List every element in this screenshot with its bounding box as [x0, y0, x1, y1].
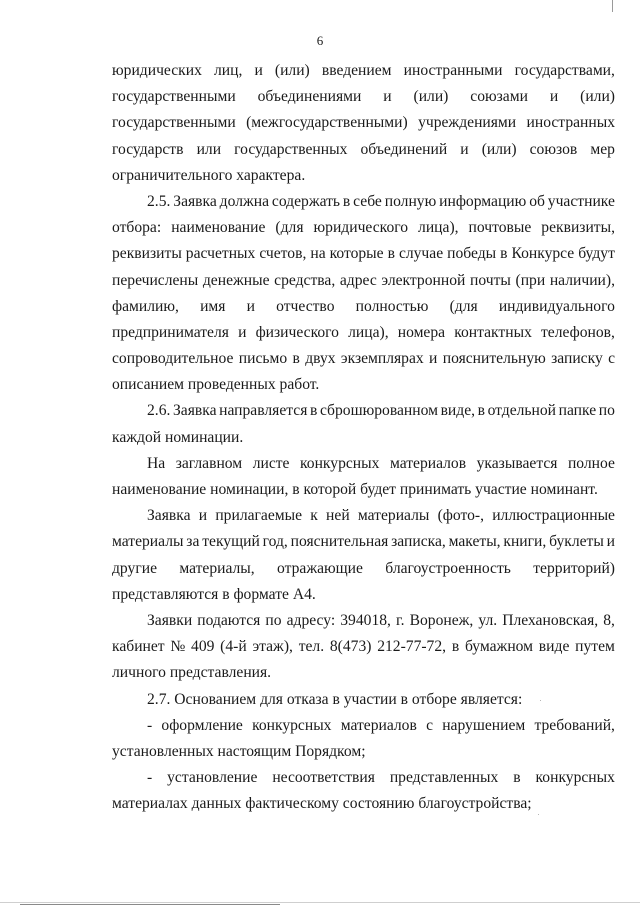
text-word: 2.5. [147, 192, 171, 210]
text-word: наименование [171, 219, 266, 237]
text-word: Плехановская, [502, 611, 599, 629]
text-word: материалов [389, 454, 467, 472]
text-word: текущий [202, 533, 260, 551]
text-word: сопроводительное [112, 350, 234, 368]
text-word: и [383, 88, 392, 106]
text-line: личного представления. [112, 664, 272, 682]
scan-edge-mark [612, 0, 613, 12]
text-word: оформление [161, 716, 243, 734]
text-line [112, 84, 615, 110]
text-word: в [477, 402, 485, 420]
text-word: папке [558, 402, 597, 420]
text-word: тел. [298, 638, 325, 656]
text-word: конкурсных [300, 454, 380, 472]
text-word: материалы [112, 533, 184, 551]
text-word: и [549, 88, 559, 106]
text-line [112, 713, 615, 739]
text-word: г. [395, 611, 405, 629]
text-word: предпринимателя [112, 323, 229, 341]
text-word: государственными [112, 88, 236, 106]
text-word: денежные [202, 271, 270, 289]
text-word: Заявка [172, 402, 217, 420]
text-line [112, 268, 615, 294]
text-word: информацию [439, 192, 527, 210]
text-word: должна [219, 192, 270, 210]
text-word: юридических [112, 62, 202, 79]
text-word: 2.6. [147, 402, 171, 420]
text-word: пояснительная [290, 533, 389, 551]
text-line [112, 608, 615, 634]
text-word: материалы, [179, 559, 255, 577]
text-word: будут [578, 245, 615, 263]
text-word: № [170, 638, 186, 656]
text-word: подаются [197, 611, 261, 629]
text-word: реквизиты, [541, 219, 615, 237]
text-word: телефонов, [540, 323, 615, 341]
text-word: записка, [391, 533, 446, 551]
text-word: союзами [470, 88, 528, 106]
text-line [112, 634, 615, 660]
text-line [112, 241, 615, 267]
document-body-text [112, 58, 615, 817]
text-word: к [310, 507, 318, 525]
text-word: письмо [238, 350, 288, 368]
text-word: 394018, [340, 611, 391, 629]
text-word: (для [449, 297, 478, 315]
scan-speck [538, 814, 539, 815]
text-word: другие [112, 559, 157, 577]
text-word: государственными [112, 114, 236, 132]
text-word: макеты, [448, 533, 501, 551]
text-word: (при [515, 271, 546, 289]
text-line [112, 294, 615, 320]
text-word: себе [353, 192, 382, 210]
text-word: отчество [276, 297, 335, 315]
text-word: и [238, 323, 247, 341]
text-word: записку [551, 350, 603, 368]
text-word: указывается [476, 454, 558, 472]
text-word: с [608, 350, 615, 368]
text-word: полностью [355, 297, 429, 315]
text-word: объединений [360, 140, 448, 158]
text-word: 409 [191, 638, 215, 656]
text-line [112, 556, 615, 582]
text-word: нарушением [442, 716, 526, 734]
text-word: или [196, 140, 222, 158]
text-word: электронной [381, 271, 466, 289]
text-word: (или) [580, 88, 615, 106]
text-line: установленных настоящим Порядком; [112, 742, 366, 760]
text-word: отражающие [277, 559, 363, 577]
text-line [112, 58, 615, 84]
text-word: 8, [603, 611, 615, 629]
text-word: юридического [313, 219, 409, 237]
text-word: иностранных [526, 114, 615, 132]
text-word: буклеты [549, 533, 604, 551]
text-line [112, 189, 615, 215]
text-word: Конкурсе [511, 245, 575, 263]
text-word: почтовые [468, 219, 532, 237]
text-word: номера [397, 323, 446, 341]
text-word: конкурсных [252, 716, 332, 734]
text-line [112, 215, 615, 241]
text-word: прилагаемые [215, 507, 303, 525]
text-word: средства, [274, 271, 336, 289]
text-word: (фото-, [437, 507, 484, 525]
text-word: лица), [348, 323, 389, 341]
text-word: перечислены [112, 271, 199, 289]
text-word: бумажном [464, 638, 534, 656]
text-word: заглавном [175, 454, 243, 472]
text-line: наименование номинации, в которой будет принимать участие номинант. [112, 481, 598, 498]
text-word: Заявки [147, 611, 193, 629]
text-word: контактных [454, 323, 532, 341]
text-word: двух [305, 350, 336, 368]
text-word: (или) [274, 62, 310, 79]
text-word: конкурсных [535, 769, 615, 787]
text-word: кабинет [112, 638, 165, 656]
text-line [112, 320, 615, 346]
text-word: адрес [339, 271, 377, 289]
text-word: по [598, 402, 615, 420]
text-word: материалы [357, 507, 430, 525]
text-word: этаж), [252, 638, 293, 656]
text-word: (межгосударственными) [246, 114, 408, 132]
text-word: представленных [389, 769, 499, 787]
text-word: требований, [534, 716, 615, 734]
text-word: благоустроенность [385, 559, 511, 577]
text-word: сброшюрованном [319, 402, 438, 420]
text-word: государственных [234, 140, 348, 158]
text-line: ограничительного характера. [112, 166, 306, 184]
text-word: об [529, 192, 545, 210]
text-word: имя [200, 297, 226, 315]
text-word: ул. [478, 611, 498, 629]
text-word: материалов [340, 716, 417, 734]
text-word: счетов, [259, 245, 307, 263]
text-word: мер [590, 140, 615, 158]
text-word: содержать [271, 192, 341, 210]
text-word: расчетных [185, 245, 256, 263]
text-word: пояснительную [442, 350, 546, 368]
text-word: в [500, 245, 508, 263]
text-word: и [460, 140, 469, 158]
text-word: Заявка [173, 192, 217, 210]
text-line: каждой номинации. [112, 428, 244, 446]
text-word: иностранными [403, 62, 503, 79]
text-word: Воронеж, [409, 611, 474, 629]
text-word: в [342, 192, 351, 210]
text-word: победы [447, 245, 497, 263]
text-word: книги, [503, 533, 547, 551]
text-word: экземплярах [340, 350, 424, 368]
text-word: по [265, 611, 282, 629]
text-word: в [309, 402, 318, 420]
text-word: (или) [413, 88, 449, 106]
text-word: в [387, 245, 395, 263]
text-word: государствами, [514, 62, 615, 79]
text-word: На [147, 454, 166, 472]
text-word: объединениями [257, 88, 362, 106]
text-word: с [426, 716, 433, 734]
text-word: виде, [440, 402, 476, 420]
text-word: 212-77-72, [377, 638, 447, 656]
text-word: в [292, 350, 300, 368]
text-word: в [513, 769, 521, 787]
text-word: иллюстрационные [492, 507, 615, 525]
text-word: путем [575, 638, 615, 656]
text-word: физического [255, 323, 339, 341]
text-word: отдельной [487, 402, 557, 420]
page-number: 6 [316, 33, 324, 48]
text-word: и [198, 507, 208, 525]
text-line [112, 451, 615, 477]
text-word: государств [112, 140, 184, 158]
text-line: представляются в формате А4. [112, 585, 316, 603]
text-word: виде [538, 638, 570, 656]
text-word: фамилию, [112, 297, 179, 315]
text-word: - [147, 716, 153, 734]
text-word: почты [469, 271, 511, 289]
text-word: отбора: [112, 219, 162, 237]
text-word: ней [326, 507, 350, 525]
text-word: (4-й [220, 638, 247, 656]
text-word: учреждениями [418, 114, 517, 132]
text-word: индивидуального [498, 297, 615, 315]
text-word: лица), [418, 219, 459, 237]
text-line [112, 398, 615, 424]
text-word: лиц, [213, 62, 243, 79]
text-word: на [310, 245, 326, 263]
text-line: материалах данных фактическому состоянию благоустройства; [112, 795, 532, 813]
text-line [112, 529, 615, 555]
text-word: участнике [547, 192, 615, 210]
text-line: описанием проведенных работ. [112, 376, 320, 394]
text-word: которые [329, 245, 384, 263]
text-word: 8(473) [329, 638, 372, 656]
text-word: (или) [481, 140, 517, 158]
text-word: адресу: [286, 611, 336, 629]
text-word: полную [384, 192, 437, 210]
text-word: в [451, 638, 460, 656]
text-word: наличии), [549, 271, 615, 289]
text-word: Заявка [147, 507, 191, 525]
text-word: и [429, 350, 438, 368]
text-word: территорий) [533, 559, 615, 577]
text-word: листе [252, 454, 290, 472]
text-word: несоответствия [272, 769, 375, 787]
scan-speck [540, 700, 541, 701]
text-word: реквизиты [112, 245, 182, 263]
text-word: союзов [529, 140, 578, 158]
text-line [112, 137, 615, 163]
text-word: - [147, 769, 153, 787]
text-line [112, 346, 615, 372]
text-word: установление [167, 769, 258, 787]
text-word: и [606, 533, 615, 551]
text-line: 2.7. Основанием для отказа в участии в отборе является: [147, 690, 523, 708]
text-word: за [186, 533, 200, 551]
scan-bottom-edge [0, 902, 640, 903]
text-word: введением [321, 62, 392, 79]
text-line [112, 765, 615, 791]
text-word: случае [398, 245, 444, 263]
text-line [112, 110, 615, 136]
text-word: направляется [219, 402, 308, 420]
text-word: год, [262, 533, 288, 551]
text-line [112, 503, 615, 529]
text-word: и [254, 62, 263, 79]
text-word: (для [275, 219, 304, 237]
text-word: полное [567, 454, 615, 472]
text-word: и [246, 297, 255, 315]
